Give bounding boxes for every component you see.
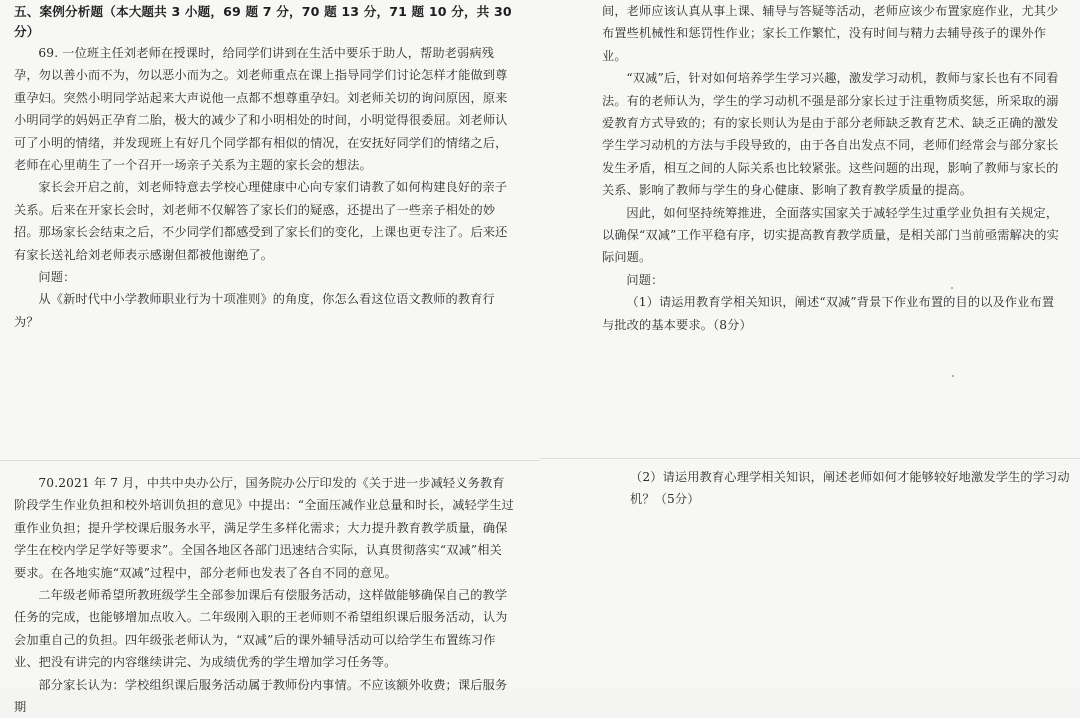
q70-continued-paragraph-2: “双减”后，针对如何培养学生学习兴趣，激发学习动机，教师与家长也有不同看法。有的老师认为，学生的学习动机不强是部分家长过于注重物质奖惩，所采取的溺爱教育方式导致的；有的家长则认为是由于部分老师缺乏教育艺术、缺乏正确的激发学生学习动机的方法与手段导致的，由于各自出发点不同，老师们经常会与部分家长发生矛盾，相互之间的人际关系也比较紧张。这些问题的出现，影响了教师与家长的关系、影响了教师与学生的身心健康、影响了教育教学质量的提高。	[602, 71, 1059, 198]
q69-question-label: 问题：	[38, 270, 76, 285]
right-page	[540, 0, 1080, 687]
question-70-block	[14, 472, 514, 718]
q69-paragraph-1: 69. 一位班主任刘老师在授课时，给同学们讲到在生活中要乐于助人，帮助老弱病残孕，勿以善小而不为，勿以恶小而为之。刘老师重点在课上指导同学们讨论怎样才能做到尊重孕妇。突然小明同学站起来大声说他一点都不想尊重孕妇。刘老师关切的询问原因，原来小明同学的妈妈正孕育二胎，极大的减少了和小明相处的时间，小明觉得很委屈。刘老师认可了小明的情绪，并发现班上有好几个同学都有相似的情况，在安抚好同学们的情绪之后，老师在心里萌生了一个召开一场亲子关系为主题的家长会的想法。	[14, 46, 508, 173]
q70-continued-paragraph-1: 间，老师应该认真从事上课、辅导与答疑等活动，老师应该少布置家庭作业，尤其少布置些机械性和惩罚性作业；家长工作繁忙，没有时间与精力去辅导孩子的课外作业。	[602, 4, 1059, 63]
q70-subquestion-2: （2）请运用教育心理学相关知识，阐述老师如何才能够较好地激发学生的学习动机？（5分）	[630, 470, 1070, 507]
q70-paragraph-3: 部分家长认为：学校组织课后服务活动属于教师份内事情。不应该额外收费；课后服务期	[14, 677, 508, 715]
question-69-block	[14, 0, 514, 333]
q70-paragraph-1: 70.2021 年 7 月，中共中央办公厅，国务院办公厅印发的《关于进一步减轻义务教育阶段学生作业负担和校外培训负担的意见》中提出：“全面压减作业总量和时长，减轻学生过重作业负担；提升学校课后服务水平，满足学生多样化需求；大力提升教育教学质量，确保学生在校内学足学好等要求”。全国各地区各部门迅速结合实际，认真贯彻落实“双减”相关要求。在各地实施“双减”过程中，部分老师也发表了各自不同的意见。	[14, 476, 514, 580]
scan-speck	[952, 375, 954, 377]
scan-speck	[951, 287, 953, 289]
question-70-part-2	[630, 466, 1070, 511]
section-title: 五、案例分析题（本大题共 3 小题，69 题 7 分，70 题 13 分，71 题 10 分，共 30 分）	[14, 4, 512, 39]
page-divider	[540, 458, 1080, 459]
left-page	[0, 0, 541, 715]
q69-question: 从《新时代中小学教师职业行为十项准则》的角度，你怎么看这位语文教师的教育行为？	[14, 292, 495, 329]
q70-subquestion-1: （1）请运用教育学相关知识，阐述“双减”背景下作业布置的目的以及作业布置与批改的基本要求。（8分）	[602, 295, 1055, 332]
page-divider	[0, 460, 540, 461]
q69-paragraph-2: 家长会开启之前，刘老师特意去学校心理健康中心向专家们请教了如何构建良好的亲子关系。后来在开家长会时，刘老师不仅解答了家长们的疑惑，还提出了一些亲子相处的妙招。那场家长会结束之后，不少同学们都感受到了家长们的变化，上课也更专注了。后来还有家长送礼给刘老师表示感谢但都被他谢绝了。	[14, 180, 508, 262]
q70-paragraph-2: 二年级老师希望所教班级学生全部参加课后有偿服务活动，这样做能够确保自己的教学任务的完成，也能够增加点收入。二年级刚入职的王老师则不希望组织课后服务活动，认为会加重自己的负担。四年级张老师认为，“双减”后的课外辅导活动可以给学生布置练习作业、把没有讲完的内容继续讲完、为成绩优秀的学生增加学习任务等。	[14, 588, 508, 670]
q70-question-label: 问题：	[626, 272, 664, 287]
question-70-continued	[602, 0, 1064, 336]
q70-continued-paragraph-3: 因此，如何坚持统筹推进，全面落实国家关于减轻学生过重学业负担有关规定，以确保“双减”工作平稳有序，切实提高教育教学质量，是相关部门当前亟需解决的实际问题。	[602, 205, 1059, 265]
